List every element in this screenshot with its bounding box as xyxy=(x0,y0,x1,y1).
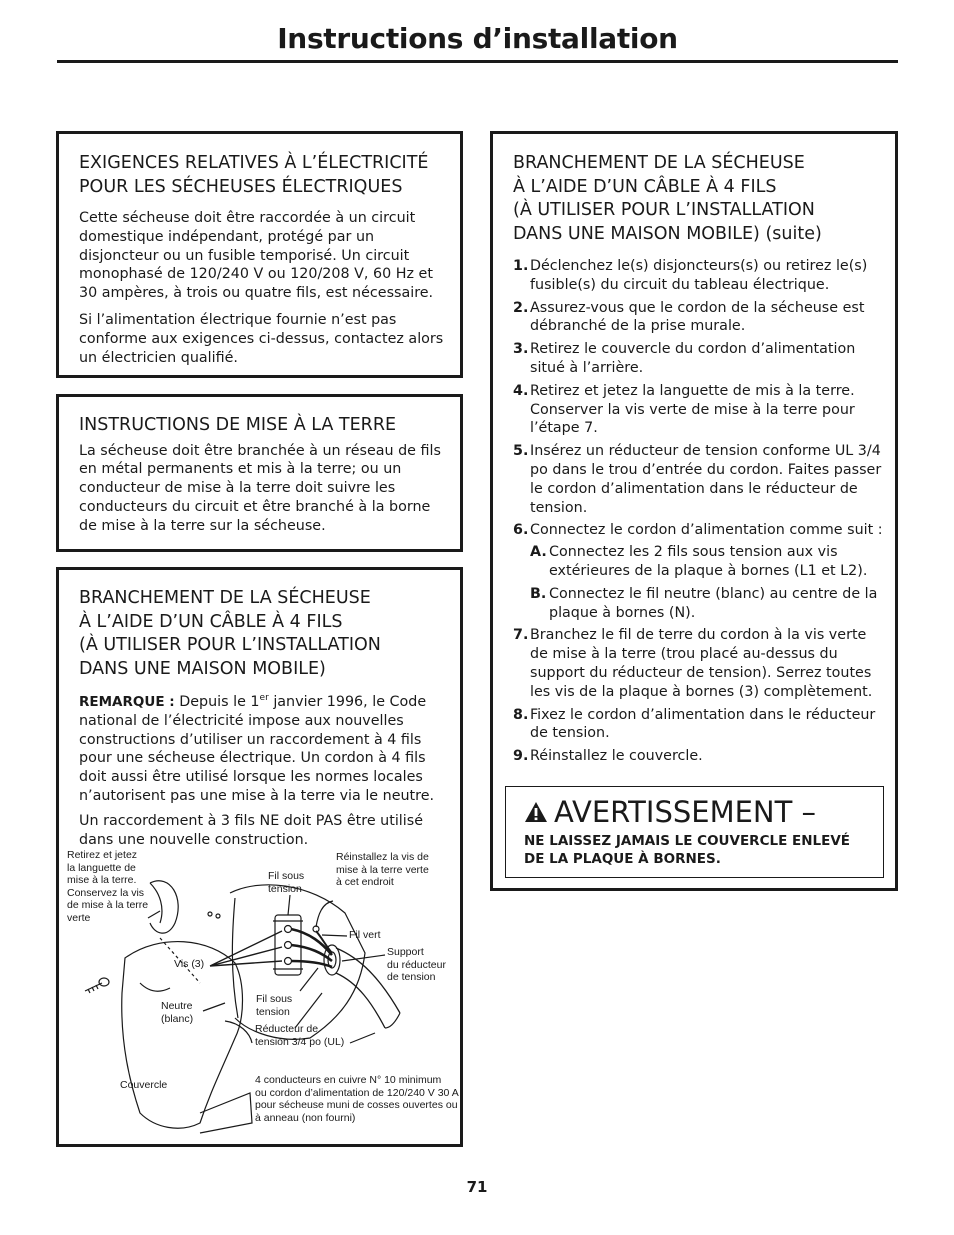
heading-line: (À UTILISER POUR L’INSTALLATION xyxy=(79,635,381,655)
step-item xyxy=(513,626,885,701)
warning-triangle-icon xyxy=(524,801,548,823)
heading-line: À L’AIDE D’UN CÂBLE À 4 FILS xyxy=(513,176,777,197)
label-line: Fil sous xyxy=(256,993,293,1005)
mobile-home-suite-box xyxy=(490,131,898,891)
label-line: Réducteur de xyxy=(255,1023,319,1035)
label-line: la languette de xyxy=(67,861,136,874)
step-item xyxy=(513,299,885,337)
electric-requirements-paragraph-2: Si l’alimentation électrique fournie n’est pas conforme aux exigences ci-dessus, contactez alors un électricien qualifié. xyxy=(79,311,444,366)
step-number: 5. xyxy=(513,443,529,460)
label-line: tension xyxy=(268,882,302,895)
label-line: à cet endroit xyxy=(336,876,394,888)
note-text-post: janvier 1996, le Code national de l’électricité impose aux nouvelles constructions d’utiliser un raccordement à 4 fils pour une sécheuse électrique. Un cordon à 4 fils doit aussi être utilisé lorsque les normes locales n’autorisent pas une mise à la terre via le neutre. xyxy=(79,694,435,804)
label-green-wire: Fil vert xyxy=(349,929,381,941)
label-line: de mise à la terre xyxy=(67,899,149,911)
step-item xyxy=(513,340,885,378)
mobile-home-heading xyxy=(79,587,450,681)
warning-text: NE LAISSEZ JAMAIS LE COUVERCLE ENLEVÉ DE LA PLAQUE À BORNES. xyxy=(524,833,851,867)
step-text: Connectez le cordon d’alimentation comme suit : xyxy=(530,522,883,539)
label-line: Neutre xyxy=(161,1000,193,1012)
substep-item xyxy=(530,585,885,623)
label-line: Conservez la vis xyxy=(67,886,145,899)
mobile-home-note xyxy=(79,693,450,806)
label-cover: Couvercle xyxy=(120,1079,168,1091)
heading-line: DANS UNE MAISON MOBILE) xyxy=(79,658,326,679)
label-line: de tension xyxy=(387,971,436,983)
wiring-diagram xyxy=(60,843,460,1143)
note-text-pre: Depuis le 1 xyxy=(179,694,260,710)
label-line: verte xyxy=(67,911,91,924)
step-item xyxy=(513,747,885,766)
grounding-text: La sécheuse doit être branchée à un réseau de fils en métal permanents et mis à la terre; ou un conducteur de mise à la terre doit suivre les conducteurs du circuit et être branché à la borne de mise à la terre sur la sécheuse. xyxy=(79,442,441,534)
warning-box xyxy=(505,786,884,878)
step-number: 4. xyxy=(513,382,529,399)
label-line: Réinstallez la vis de xyxy=(336,851,429,863)
label-reinstall-ground-screw xyxy=(336,851,429,889)
note-superscript: er xyxy=(259,693,269,703)
substep-letter: B. xyxy=(530,585,547,602)
substep-letter: A. xyxy=(530,544,547,561)
step-text: Assurez-vous que le cordon de la sécheuse est débranché de la prise murale. xyxy=(530,299,865,335)
step-item xyxy=(513,706,885,744)
label-line: Fil sous xyxy=(268,870,305,882)
note-label: REMARQUE : xyxy=(79,694,175,710)
label-remove-grounding-tab xyxy=(67,849,148,924)
electric-requirements-paragraph-1: Cette sécheuse doit être raccordée à un circuit domestique indépendant, protégé par un disjoncteur ou un fusible temporisé. Un circuit monophasé de 120/240 V ou 120/208 V, 60 Hz et 30 ampères, à trois ou quatre fils, est nécessaire. xyxy=(79,210,434,302)
label-live-wire-bottom xyxy=(256,993,292,1018)
heading-line: BRANCHEMENT DE LA SÉCHEUSE xyxy=(79,588,371,608)
page-title: Instructions d’installation xyxy=(277,22,678,55)
label-neutral xyxy=(161,1000,193,1025)
label-line: Support xyxy=(387,946,424,958)
label-line: (blanc) xyxy=(161,1012,194,1025)
step-text: Retirez et jetez la languette de mis à la terre. Conserver la vis verte de mise à la terre pour l’étape 7. xyxy=(530,382,855,437)
substeps xyxy=(530,543,885,622)
label-live-wire-top xyxy=(268,870,304,895)
warning-title: AVERTISSEMENT – xyxy=(554,795,817,829)
substep-item xyxy=(530,543,885,581)
installation-steps xyxy=(513,257,885,766)
heading-line: DANS UNE MAISON MOBILE) xyxy=(513,223,760,244)
page-number: 71 xyxy=(466,1178,488,1196)
step-number: 7. xyxy=(513,627,529,644)
label-line: mise à la terre. xyxy=(67,874,137,886)
step-text: Réinstallez le couvercle. xyxy=(530,748,703,765)
label-strain-relief-support xyxy=(387,946,446,984)
label-conductors xyxy=(255,1074,459,1124)
heading-line: BRANCHEMENT DE LA SÉCHEUSE xyxy=(513,153,805,173)
electric-requirements-heading: EXIGENCES RELATIVES À L’ÉLECTRICITÉ POUR LES SÉCHEUSES ÉLECTRIQUES xyxy=(79,153,429,197)
label-line: du réducteur xyxy=(387,958,446,971)
step-text: Déclenchez le(s) disjoncteurs(s) ou retirez le(s) fusible(s) du circuit du tableau électrique. xyxy=(530,258,868,293)
step-text: Insérez un réducteur de tension conforme UL 3/4 po dans le trou d’entrée du cordon. Faites passer le cordon d’alimentation dans le réducteur de tension. xyxy=(530,443,882,516)
step-number: 1. xyxy=(513,258,529,274)
step-item xyxy=(513,382,885,438)
heading-line: À L’AIDE D’UN CÂBLE À 4 FILS xyxy=(79,611,343,632)
label-screws: Vis (3) xyxy=(174,958,205,970)
mobile-home-suite-heading xyxy=(513,152,885,246)
title-rule xyxy=(57,60,898,63)
label-line: Retirez et jetez xyxy=(67,849,138,861)
suite-label: (suite) xyxy=(765,223,822,244)
step-item xyxy=(513,257,885,295)
label-line: à anneau (non fourni) xyxy=(255,1111,356,1124)
step-number: 6. xyxy=(513,522,529,539)
label-line: pour sécheuse muni de cosses ouvertes ou xyxy=(255,1099,458,1111)
step-item xyxy=(513,442,885,517)
electric-requirements-box xyxy=(56,131,463,378)
label-line: ou cordon d’alimentation de 120/240 V 30 A xyxy=(255,1086,459,1099)
grounding-box xyxy=(56,394,463,552)
label-line: tension 3/4 po (UL) xyxy=(255,1035,345,1048)
label-strain-reducer xyxy=(255,1023,344,1048)
label-line: 4 conducteurs en cuivre N° 10 minimum xyxy=(255,1074,442,1086)
step-number: 9. xyxy=(513,748,529,765)
step-text: Fixez le cordon d’alimentation dans le réducteur de tension. xyxy=(530,706,876,742)
label-line: mise à la terre verte xyxy=(336,863,429,876)
substep-text: Connectez les 2 fils sous tension aux vis extérieures de la plaque à bornes (L1 et L2). xyxy=(549,544,868,579)
step-text: Retirez le couvercle du cordon d’alimentation situé à l’arrière. xyxy=(530,341,856,376)
warning-heading xyxy=(524,795,873,829)
step-item xyxy=(513,521,885,622)
grounding-heading: INSTRUCTIONS DE MISE À LA TERRE xyxy=(79,415,397,435)
mobile-home-paragraph-2: Un raccordement à 3 fils NE doit PAS être utilisé dans une nouvelle construction. xyxy=(79,812,423,848)
step-number: 3. xyxy=(513,341,529,358)
label-line: tension xyxy=(256,1005,290,1018)
step-number: 8. xyxy=(513,706,529,723)
step-number: 2. xyxy=(513,299,529,316)
step-text: Branchez le fil de terre du cordon à la vis verte de mise à la terre (trou placé au-dessus du support du réducteur de tension). Serrez toutes les vis de la plaque à bornes (3) complètement. xyxy=(530,627,873,700)
heading-line: (À UTILISER POUR L’INSTALLATION xyxy=(513,200,815,220)
substep-text: Connectez le fil neutre (blanc) au centre de la plaque à bornes (N). xyxy=(549,585,878,621)
